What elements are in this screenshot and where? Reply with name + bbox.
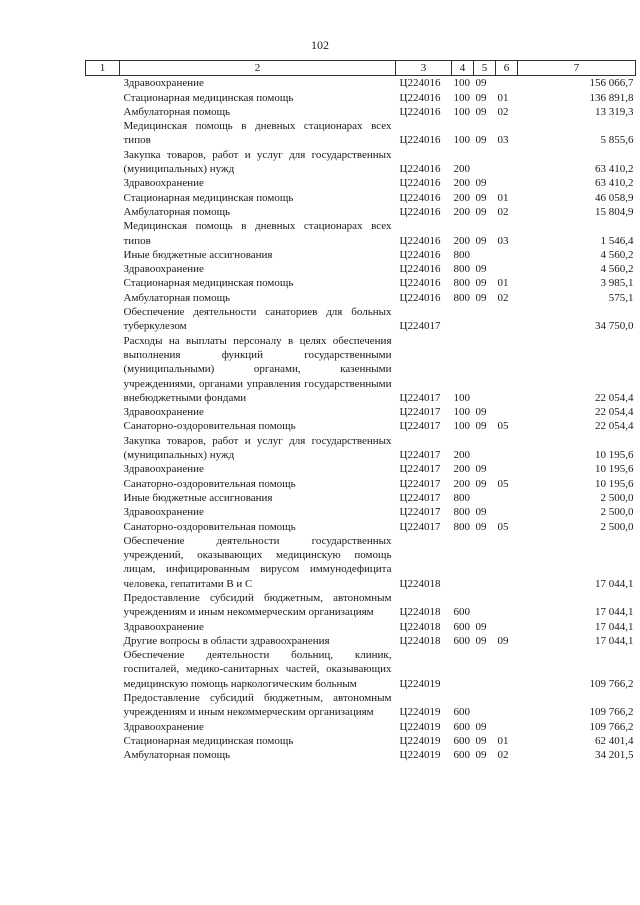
row-number-cell [86,534,120,591]
expense-type-cell: 200 [453,234,470,247]
item-name-cell: Санаторно-оздоровительная помощь [123,477,296,490]
target-code-cell: Ц224016 [399,105,441,118]
item-name-cell: Здравоохранение [123,406,204,419]
section-cell [474,534,496,591]
item-name-cell: Стационарная медицинская помощь [123,277,294,290]
item-name-cell: Обеспечение деятельности государственных учреждений, оказывающих медицинскую помощь лицам, инфицированным вирусом иммунодефицита человека, гепатитами B и C [123,534,392,590]
table-row [86,648,636,691]
section-cell: 09 [475,134,487,147]
target-code-cell: Ц224019 [399,720,441,733]
expense-type-cell: 100 [453,91,470,104]
header-col-4: 4 [452,61,474,76]
table-row [86,176,636,190]
row-number-cell [86,76,120,91]
subsection-cell: 09 [497,634,509,647]
amount-cell: 5 855,6 [600,134,634,147]
amount-cell: 22 054,4 [595,391,634,404]
amount-cell: 22 054,4 [595,406,634,419]
subsection-cell: 01 [497,734,509,747]
page-number: 102 [311,38,329,52]
expense-type-cell: 800 [453,520,470,533]
subsection-cell: 03 [497,234,509,247]
section-cell: 09 [475,406,487,419]
item-name-cell: Амбулаторная помощь [123,291,231,304]
section-cell: 09 [475,634,487,647]
table-row [86,477,636,491]
amount-cell: 63 410,2 [595,177,634,190]
subsection-cell: 02 [497,291,509,304]
expense-type-cell: 100 [453,406,470,419]
amount-cell: 63 410,2 [595,163,634,176]
item-name-cell: Другие вопросы в области здравоохранения [123,634,330,647]
amount-cell: 62 401,4 [595,734,634,747]
table-row [86,520,636,534]
section-cell: 09 [475,506,487,519]
target-code-cell: Ц224016 [399,234,441,247]
target-code-cell: Ц224016 [399,291,441,304]
subsection-cell: 05 [497,477,509,490]
item-name-cell: Расходы на выплаты персоналу в целях обеспечения выполнения функций государственными (муниципальными) органами, казенными учреждениями, органами управления государственными внебюджетными фондами [123,334,392,404]
item-name-cell: Амбулаторная помощь [123,205,231,218]
target-code-cell: Ц224018 [399,620,441,633]
section-cell [474,248,496,262]
section-cell: 09 [475,463,487,476]
item-name-cell: Здравоохранение [123,77,204,90]
amount-cell: 575,1 [608,291,634,304]
section-cell: 09 [475,520,487,533]
expense-type-cell: 200 [453,477,470,490]
target-code-cell: Ц224016 [399,263,441,276]
expense-type-cell: 600 [453,706,470,719]
item-name-cell: Стационарная медицинская помощь [123,734,294,747]
subsection-cell [496,648,518,691]
row-number-cell [86,205,120,219]
subsection-cell [496,591,518,620]
amount-cell: 17 044,1 [595,577,634,590]
table-row [86,505,636,519]
row-number-cell [86,276,120,290]
table-row [86,434,636,463]
target-code-cell: Ц224019 [399,734,441,747]
section-cell: 09 [475,420,487,433]
subsection-cell: 02 [497,105,509,118]
section-cell [474,305,496,334]
target-code-cell: Ц224017 [399,391,441,404]
target-code-cell: Ц224017 [399,477,441,490]
expense-type-cell: 800 [453,506,470,519]
section-cell: 09 [475,291,487,304]
expense-type-cell: 800 [453,491,470,504]
expense-type-cell: 100 [453,134,470,147]
target-code-cell: Ц224016 [399,277,441,290]
subsection-cell [496,148,518,177]
item-name-cell: Закупка товаров, работ и услуг для государственных (муниципальных) нужд [123,148,392,176]
expense-type-cell: 200 [453,177,470,190]
target-code-cell: Ц224018 [399,634,441,647]
row-number-cell [86,591,120,620]
amount-cell: 3 985,1 [600,277,634,290]
item-name-cell: Здравоохранение [123,620,204,633]
expense-type-cell: 800 [453,248,470,261]
target-code-cell: Ц224016 [399,248,441,261]
subsection-cell [496,505,518,519]
table-row [86,620,636,634]
row-number-cell [86,248,120,262]
table-header [86,61,636,76]
section-cell: 09 [475,91,487,104]
item-name-cell: Иные бюджетные ассигнования [123,248,273,261]
item-name-cell: Санаторно-оздоровительная помощь [123,420,296,433]
table-row [86,720,636,734]
row-number-cell [86,91,120,105]
target-code-cell: Ц224019 [399,677,441,690]
table-row [86,691,636,720]
subsection-cell: 03 [497,134,509,147]
amount-cell: 2 500,0 [600,491,634,504]
subsection-cell: 01 [497,91,509,104]
amount-cell: 13 319,3 [595,105,634,118]
table-row [86,405,636,419]
item-name-cell: Обеспечение деятельности санаториев для больных туберкулезом [123,306,392,333]
row-number-cell [86,405,120,419]
amount-cell: 156 066,7 [589,77,634,90]
target-code-cell: Ц224019 [399,706,441,719]
row-number-cell [86,620,120,634]
table-row [86,276,636,290]
amount-cell: 4 560,2 [600,263,634,276]
budget-table [85,60,636,763]
subsection-cell: 01 [497,277,509,290]
table-row [86,591,636,620]
expense-type-cell: 800 [453,291,470,304]
subsection-cell: 02 [497,205,509,218]
target-code-cell: Ц224016 [399,205,441,218]
expense-type-cell: 600 [453,749,470,762]
row-number-cell [86,691,120,720]
item-name-cell: Здравоохранение [123,720,204,733]
item-name-cell: Амбулаторная помощь [123,749,231,762]
target-code-cell: Ц224017 [399,406,441,419]
row-number-cell [86,748,120,762]
expense-type-cell [452,305,474,334]
table-row [86,305,636,334]
header-col-2: 2 [120,61,396,76]
subsection-cell [496,620,518,634]
section-cell [474,648,496,691]
row-number-cell [86,105,120,119]
amount-cell: 34 201,5 [595,749,634,762]
expense-type-cell [452,648,474,691]
expense-type-cell: 600 [453,734,470,747]
amount-cell: 136 891,8 [589,91,634,104]
subsection-cell [496,262,518,276]
expense-type-cell: 600 [453,720,470,733]
row-number-cell [86,262,120,276]
table-row [86,419,636,433]
table-row [86,734,636,748]
table-row [86,248,636,262]
target-code-cell: Ц224016 [399,177,441,190]
target-code-cell: Ц224018 [399,577,441,590]
subsection-cell: 02 [497,749,509,762]
subsection-cell [496,176,518,190]
subsection-cell: 01 [497,191,509,204]
expense-type-cell: 200 [453,463,470,476]
table-row [86,105,636,119]
subsection-cell [496,691,518,720]
section-cell [474,434,496,463]
subsection-cell [496,76,518,91]
expense-type-cell: 100 [453,420,470,433]
row-number-cell [86,176,120,190]
header-col-3: 3 [396,61,452,76]
table-row [86,148,636,177]
table-row [86,534,636,591]
table-row [86,76,636,91]
section-cell: 09 [475,749,487,762]
table-row [86,634,636,648]
row-number-cell [86,720,120,734]
target-code-cell: Ц224017 [399,449,441,462]
row-number-cell [86,520,120,534]
row-number-cell [86,334,120,405]
amount-cell: 10 195,6 [595,477,634,490]
expense-type-cell: 200 [453,449,470,462]
amount-cell: 10 195,6 [595,449,634,462]
section-cell [474,691,496,720]
table-row [86,748,636,762]
amount-cell: 2 500,0 [600,520,634,533]
header-col-7: 7 [518,61,636,76]
row-number-cell [86,734,120,748]
item-name-cell: Здравоохранение [123,506,204,519]
section-cell: 09 [475,477,487,490]
item-name-cell: Медицинская помощь в дневных стационарах всех типов [123,220,392,247]
expense-type-cell: 600 [453,620,470,633]
row-number-cell [86,462,120,476]
expense-type-cell: 100 [453,391,470,404]
table-row [86,91,636,105]
table-row [86,219,636,248]
target-code-cell: Ц224017 [399,463,441,476]
section-cell [474,491,496,505]
item-name-cell: Здравоохранение [123,463,204,476]
row-number-cell [86,191,120,205]
subsection-cell [496,305,518,334]
subsection-cell [496,434,518,463]
row-number-cell [86,119,120,148]
subsection-cell: 05 [497,420,509,433]
subsection-cell [496,534,518,591]
item-name-cell: Стационарная медицинская помощь [123,191,294,204]
amount-cell: 109 766,2 [589,706,634,719]
header-col-6: 6 [496,61,518,76]
section-cell: 09 [475,277,487,290]
row-number-cell [86,419,120,433]
section-cell [474,148,496,177]
target-code-cell: Ц224017 [399,320,441,333]
expense-type-cell [452,534,474,591]
section-cell: 09 [475,205,487,218]
table-row [86,334,636,405]
expense-type-cell: 200 [453,205,470,218]
row-number-cell [86,491,120,505]
section-cell: 09 [475,234,487,247]
target-code-cell: Ц224017 [399,520,441,533]
section-cell [474,591,496,620]
target-code-cell: Ц224019 [399,749,441,762]
header-col-5: 5 [474,61,496,76]
row-number-cell [86,305,120,334]
amount-cell: 15 804,9 [595,205,634,218]
item-name-cell: Здравоохранение [123,263,204,276]
item-name-cell: Закупка товаров, работ и услуг для государственных (муниципальных) нужд [123,434,392,462]
section-cell [474,334,496,405]
table-row [86,462,636,476]
target-code-cell: Ц224016 [399,191,441,204]
target-code-cell: Ц224016 [399,77,441,90]
section-cell: 09 [475,734,487,747]
row-number-cell [86,505,120,519]
amount-cell: 34 750,0 [595,320,634,333]
expense-type-cell: 600 [453,634,470,647]
amount-cell: 10 195,6 [595,463,634,476]
table-row [86,291,636,305]
row-number-cell [86,291,120,305]
amount-cell: 17 044,1 [595,620,634,633]
row-number-cell [86,219,120,248]
header-col-1: 1 [86,61,120,76]
item-name-cell: Предоставление субсидий бюджетным, автономным учреждениям и иным некоммерческим организациям [123,692,392,719]
header-row [86,61,636,76]
expense-type-cell: 200 [453,191,470,204]
amount-cell: 109 766,2 [589,720,634,733]
item-name-cell: Стационарная медицинская помощь [123,91,294,104]
item-name-cell: Предоставление субсидий бюджетным, автономным учреждениям и иным некоммерческим организациям [123,591,392,619]
subsection-cell [496,462,518,476]
subsection-cell [496,491,518,505]
target-code-cell: Ц224017 [399,491,441,504]
amount-cell: 17 044,1 [595,606,634,619]
row-number-cell [86,434,120,463]
expense-type-cell: 600 [453,606,470,619]
table-row [86,262,636,276]
subsection-cell [496,405,518,419]
item-name-cell: Амбулаторная помощь [123,105,231,118]
subsection-cell: 05 [497,520,509,533]
expense-type-cell: 800 [453,263,470,276]
table-row [86,191,636,205]
subsection-cell [496,248,518,262]
table-row [86,119,636,148]
expense-type-cell: 200 [453,163,470,176]
target-code-cell: Ц224016 [399,134,441,147]
amount-cell: 22 054,4 [595,420,634,433]
item-name-cell: Иные бюджетные ассигнования [123,491,273,504]
expense-type-cell: 100 [453,77,470,90]
target-code-cell: Ц224018 [399,606,441,619]
target-code-cell: Ц224016 [399,163,441,176]
target-code-cell: Ц224016 [399,91,441,104]
row-number-cell [86,634,120,648]
item-name-cell: Обеспечение деятельности больниц, клиник, госпиталей, медико-санитарных частей, оказывающих медицинскую помощь наркологическим больным [123,649,392,690]
section-cell: 09 [475,263,487,276]
expense-type-cell: 800 [453,277,470,290]
amount-cell: 4 560,2 [600,248,634,261]
row-number-cell [86,477,120,491]
amount-cell: 109 766,2 [589,677,634,690]
item-name-cell: Медицинская помощь в дневных стационарах всех типов [123,120,392,147]
item-name-cell: Санаторно-оздоровительная помощь [123,520,296,533]
section-cell: 09 [475,105,487,118]
subsection-cell [496,720,518,734]
section-cell: 09 [475,720,487,733]
amount-cell: 2 500,0 [600,506,634,519]
table-row [86,205,636,219]
amount-cell: 1 546,4 [600,234,634,247]
section-cell: 09 [475,177,487,190]
table-body [86,76,636,763]
target-code-cell: Ц224017 [399,506,441,519]
subsection-cell [496,334,518,405]
row-number-cell [86,148,120,177]
section-cell: 09 [475,191,487,204]
item-name-cell: Здравоохранение [123,177,204,190]
amount-cell: 46 058,9 [595,191,634,204]
table-row [86,491,636,505]
section-cell: 09 [475,77,487,90]
amount-cell: 17 044,1 [595,634,634,647]
row-number-cell [86,648,120,691]
target-code-cell: Ц224017 [399,420,441,433]
expense-type-cell: 100 [453,105,470,118]
section-cell: 09 [475,620,487,633]
